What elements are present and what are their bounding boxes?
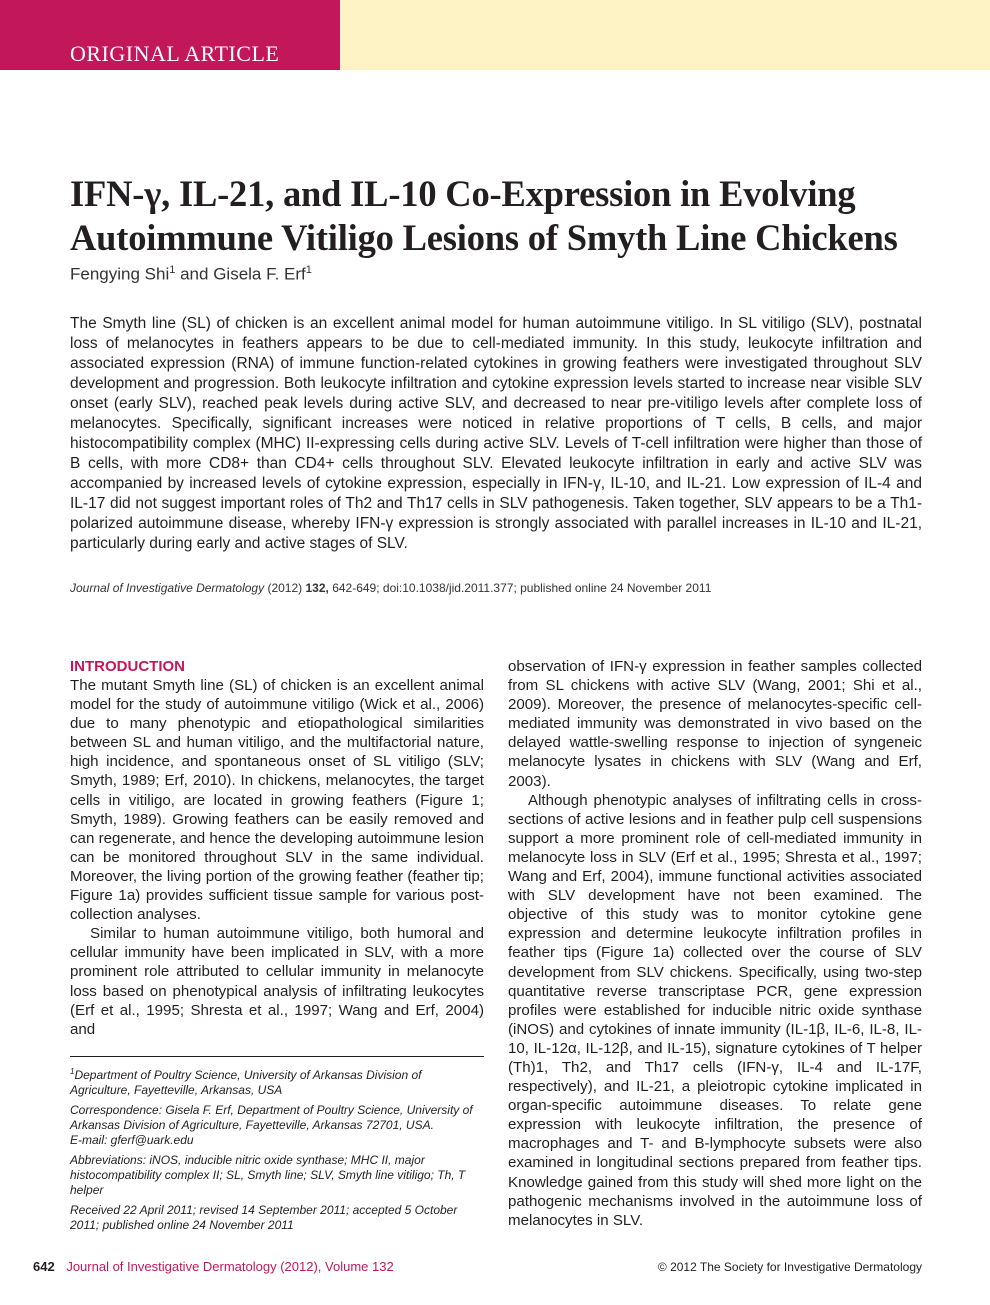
body-paragraph: Although phenotypic analyses of infiltrating cells in cross-sections of active lesions and in feather pulp cell suspensions support a more prominent role of cell-mediated immunity in melanocyte loss in SLV (Erf et al., 1995; Shresta et al., 1997; Wang and Erf, 2004), immune functional activities associated with SLV development have not been examined. The objective of this study was to monitor cytokine gene expression and determine leukocyte infiltration profiles in feather tips (Figure 1a) collected over the course of SLV development from SLV chickens. Specifically, using two-step quantitative reverse transcriptase PCR, gene expression profiles were established for inducible nitric oxide synthase (iNOS) and cytokines of innate immunity (IL-1β, IL-6, IL-8, IL-10, IL-12α, IL-12β, and IL-15), signature cytokines of T helper (Th)1, Th2, and Th17 cells (IFN-γ, IL-4 and IL-17F, respectively), and IL-21, a pleiotropic cytokine implicated in organ-specific autoimmune diseases. To relate gene expression with leukocyte infiltration, the presence of macrophages and T- and B-lymphocyte subsets were also examined in longitudinal sections prepared from feather tips. Knowledge gained from this study will shed more light on the pathogenic mechanisms involved in the autoimmune loss of melanocytes in SLV. — [508, 791, 922, 1229]
author-name: Fengying Shi — [70, 264, 170, 284]
citation-line — [70, 581, 711, 595]
footnote-affiliation — [70, 1064, 484, 1098]
footer-journal-ref: Journal of Investigative Dermatology (2012), Volume 132 — [66, 1259, 394, 1274]
header-band — [340, 0, 990, 70]
footnote-received: Received 22 April 2011; revised 14 September 2011; accepted 5 October 2011; published online 24 November 2011 — [70, 1203, 458, 1232]
author-conjunction: and — [180, 264, 209, 284]
copyright-notice: © 2012 The Society for Investigative Dermatology — [657, 1260, 922, 1274]
affiliation-marker: 1 — [70, 1067, 75, 1076]
body-paragraph: Similar to human autoimmune vitiligo, both humoral and cellular immunity have been implicated in SLV, with a more prominent role attributed to cellular immunity in melanocyte loss based on phenotypical analysis of infiltrating leukocytes (Erf et al., 1995; Shresta et al., 1997; Wang and Erf, 2004) and — [70, 925, 484, 1038]
email-link[interactable]: E-mail: gferf@uark.edu — [70, 1133, 194, 1147]
footnotes — [70, 1064, 484, 1238]
affiliation-text: Department of Poultry Science, University of Arkansas Division of Agriculture, Fayetteville, Arkansas, USA — [70, 1068, 422, 1097]
citation-journal: Journal of Investigative Dermatology — [70, 581, 265, 595]
section-heading-introduction: INTRODUCTION — [70, 658, 185, 675]
correspondence-text: Correspondence: Gisela F. Erf, Department of Poultry Science, University of Arkansas Division of Agriculture, Fayetteville, Arkansas 72701, USA. — [70, 1103, 473, 1132]
footnote-divider — [70, 1056, 484, 1057]
body-paragraph: observation of IFN-γ expression in feather samples collected from SL chickens with active SLV (Wang, 2001; Shi et al., 2009). Moreover, the presence of melanocytes-specific cell-mediated immunity was demonstrated in vivo based on the delayed wattle-swelling response to injection of syngeneic melanocyte lysates in chickens with SLV (Wang and Erf, 2003). — [508, 658, 922, 790]
body-paragraph: The mutant Smyth line (SL) of chicken is an excellent animal model for the study of autoimmune vitiligo (Wick et al., 2006) due to many phenotypic and etiopathological similarities between SL and human vitiligo, and the multifactorial nature, high incidence, and spontaneous onset of SL vitiligo (SLV; Smyth, 1989; Erf, 2010). In chickens, melanocytes, the target cells in vitiligo, are located in growing feathers (Figure 1; Smyth, 1989). Growing feathers can be easily removed and can regenerate, and hence the developing autoimmune lesion can be monitored throughout SLV in the same individual. Moreover, the living portion of the growing feather (feather tip; Figure 1a) provides sufficient tissue sample for various post-collection analyses. — [70, 677, 484, 924]
abstract — [70, 314, 922, 554]
page-footer — [33, 1259, 394, 1274]
affiliation-marker: 1 — [305, 264, 312, 276]
section-label: ORIGINAL ARTICLE — [70, 41, 280, 66]
footnote-correspondence — [70, 1103, 484, 1148]
author-list — [70, 264, 312, 285]
footnote-abbreviations: Abbreviations: iNOS, inducible nitric oxide synthase; MHC II, major histocompatibility complex II; SL, Smyth line; SLV, Smyth line vitiligo; Th, T helper — [70, 1153, 466, 1197]
abstract-text: The Smyth line (SL) of chicken is an excellent animal model for human autoimmune vitiligo. In SL vitiligo (SLV), postnatal loss of melanocytes in feathers appears to be due to cell-mediated immunity. In this study, leukocyte infiltration and associated expression (RNA) of immune function-related cytokines in growing feathers were investigated throughout SLV development and progression. Both leukocyte infiltration and cytokine expression levels started to increase near visible SLV onset (early SLV), reached peak levels during active SLV, and decreased to near pre-vitiligo levels after complete loss of melanocytes. Specifically, significant increases were noticed in relative proportions of T cells, B cells, and major histocompatibility complex (MHC) II-expressing cells during active SLV. Levels of T-cell infiltration were higher than those of B cells, with more CD8+ than CD4+ cells throughout SLV. Elevated leukocyte infiltration in early and active SLV was accompanied by increased levels of cytokine expression, especially in IFN-γ, IL-10, and IL-21. Low expression of IL-4 and IL-17 did not suggest important roles of Th2 and Th17 cells in SLV pathogenesis. Taken together, SLV appears to be a Th1-polarized autoimmune disease, whereby IFN-γ expression is strongly associated with parallel increases in IL-10 and IL-21, particularly during early and active stages of SLV. — [70, 315, 922, 552]
citation-year: (2012) — [267, 581, 303, 595]
affiliation-marker: 1 — [169, 264, 176, 276]
article-title: IFN-γ, IL-21, and IL-10 Co-Expression in Evolving Autoimmune Vitiligo Lesions of Smyth Line Chickens — [70, 173, 898, 258]
page-number: 642 — [33, 1259, 55, 1274]
citation-volume: 132, — [305, 581, 329, 595]
left-column — [70, 657, 484, 1039]
citation-details: 642-649; doi:10.1038/jid.2011.377; published online 24 November 2011 — [332, 581, 712, 595]
author-name: Gisela F. Erf — [213, 264, 306, 284]
right-column — [508, 657, 922, 1230]
